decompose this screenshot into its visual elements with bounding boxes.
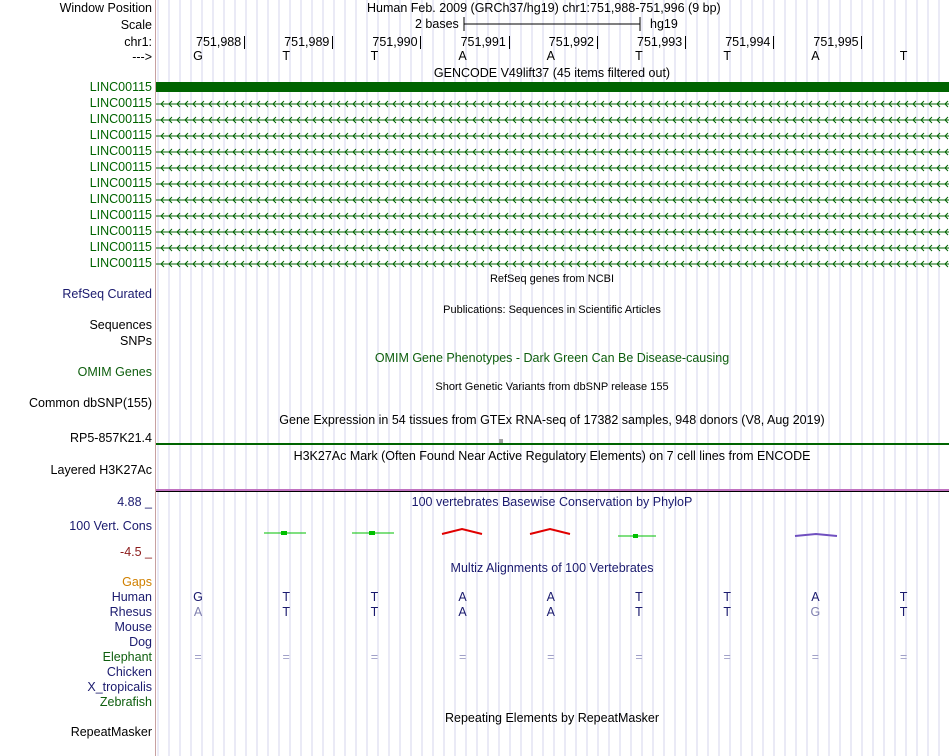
vert-cons-label[interactable]: 100 Vert. Cons: [69, 519, 152, 533]
phylop-base-4: [442, 529, 482, 534]
gencode-exon-block[interactable]: [156, 81, 949, 95]
gencode-intron-line[interactable]: [156, 129, 949, 143]
phylop-base-3: [352, 531, 394, 535]
alignment-base: T: [723, 590, 731, 604]
alignment-base: =: [899, 650, 908, 664]
gencode-intron-line[interactable]: [156, 161, 949, 175]
gtex-gene-label[interactable]: RP5-857K21.4: [69, 431, 152, 445]
gencode-gene-label[interactable]: LINC00115: [89, 208, 152, 222]
coordinate-tick: [332, 36, 333, 49]
assembly-label: hg19: [650, 17, 678, 31]
alignment-base: =: [811, 650, 820, 664]
gencode-gene-label[interactable]: LINC00115: [89, 96, 152, 110]
gtex-expression-mark: [499, 439, 503, 443]
window-position-label: Window Position: [59, 1, 152, 15]
alignment-base: T: [899, 605, 908, 619]
alignment-base: =: [458, 650, 467, 664]
alignment-base: T: [899, 590, 908, 604]
phylop-max-label: 4.88 _: [117, 495, 152, 509]
reference-base: T: [899, 49, 908, 63]
coordinate-tick: [244, 36, 245, 49]
alignment-base: =: [194, 650, 202, 664]
coordinate-label: 751,988: [196, 35, 242, 49]
coordinate-label: 751,990: [372, 35, 418, 49]
gencode-gene-label[interactable]: LINC00115: [89, 192, 152, 206]
gtex-gene-bar[interactable]: [156, 443, 949, 445]
gencode-track-title[interactable]: GENCODE V49lift37 (45 items filtered out): [433, 66, 671, 80]
phylop-base-5: [530, 529, 570, 534]
publications-track-title[interactable]: Publications: Sequences in Scientific Articles: [443, 304, 661, 316]
snps-label[interactable]: SNPs: [120, 334, 152, 348]
chromosome-label: chr1:: [124, 35, 152, 49]
coordinate-tick: [861, 36, 862, 49]
multiz-track-title[interactable]: Multiz Alignments of 100 Vertebrates: [450, 561, 654, 575]
gencode-intron-line[interactable]: [156, 209, 949, 223]
phylop-base-8: [795, 534, 837, 536]
gencode-gene-label[interactable]: LINC00115: [89, 128, 152, 142]
species-label-mouse[interactable]: Mouse: [114, 620, 152, 634]
coordinate-tick: [420, 36, 421, 49]
alignment-base: A: [458, 590, 467, 604]
alignment-base: A: [458, 605, 467, 619]
omim-genes-label[interactable]: OMIM Genes: [77, 365, 152, 379]
gencode-intron-line[interactable]: [156, 257, 949, 271]
coordinate-tick: [597, 36, 598, 49]
gencode-intron-line[interactable]: [156, 177, 949, 191]
coordinate-label: 751,989: [284, 35, 330, 49]
alignment-base: A: [546, 590, 555, 604]
alignment-base: T: [370, 590, 379, 604]
alignment-base: T: [282, 590, 290, 604]
species-label-x-tropicalis[interactable]: X_tropicalis: [87, 680, 152, 694]
alignment-base: A: [546, 605, 555, 619]
reference-base: G: [193, 49, 203, 63]
coordinate-label: 751,992: [548, 35, 594, 49]
coordinate-tick: [685, 36, 686, 49]
reference-base: T: [635, 49, 643, 63]
reference-base: T: [370, 49, 379, 63]
dbsnp-track-title[interactable]: Short Genetic Variants from dbSNP release 155: [435, 381, 669, 393]
gtex-track-title[interactable]: Gene Expression in 54 tissues from GTEx RNA-seq of 17382 samples, 948 donors (V8, Aug 2019): [279, 413, 825, 427]
gencode-gene-label[interactable]: LINC00115: [89, 160, 152, 174]
gencode-intron-line[interactable]: [156, 225, 949, 239]
alignment-base: =: [635, 650, 643, 664]
alignment-base: T: [723, 605, 731, 619]
reference-base: T: [723, 49, 731, 63]
gencode-gene-label[interactable]: LINC00115: [89, 256, 152, 270]
coordinate-label: 751,995: [813, 35, 859, 49]
reference-base: A: [458, 49, 467, 63]
gencode-gene-label[interactable]: LINC00115: [89, 144, 152, 158]
alignment-base: T: [635, 605, 643, 619]
phylop-min-label: -4.5 _: [120, 545, 152, 559]
species-label-rhesus[interactable]: Rhesus: [109, 605, 152, 619]
species-label-human[interactable]: Human: [111, 590, 152, 604]
gaps-label[interactable]: Gaps: [122, 575, 152, 589]
refseq-curated-label[interactable]: RefSeq Curated: [62, 287, 152, 301]
alignment-base: =: [723, 650, 731, 664]
coordinate-label: 751,994: [725, 35, 771, 49]
gencode-intron-line[interactable]: [156, 193, 949, 207]
h3k27ac-track-title[interactable]: H3K27Ac Mark (Often Found Near Active Regulatory Elements) on 7 cell lines from ENCODE: [293, 449, 811, 463]
gencode-intron-line[interactable]: [156, 145, 949, 159]
repeatmasker-label[interactable]: RepeatMasker: [70, 725, 152, 739]
alignment-base: T: [282, 605, 290, 619]
coordinate-tick: [509, 36, 510, 49]
layered-h3k27ac-label[interactable]: Layered H3K27Ac: [50, 463, 152, 477]
phylop-base-2: [264, 531, 306, 535]
alignment-base: G: [193, 590, 203, 604]
phylop-track-title[interactable]: 100 vertebrates Basewise Conservation by PhyloP: [411, 495, 693, 509]
coordinate-label: 751,991: [460, 35, 506, 49]
gencode-gene-label[interactable]: LINC00115: [89, 240, 152, 254]
reference-base: A: [546, 49, 555, 63]
repeatmasker-track-title[interactable]: Repeating Elements by RepeatMasker: [444, 711, 660, 725]
alignment-base: =: [282, 650, 290, 664]
alignment-base: T: [635, 590, 643, 604]
h3k27ac-baseline: [156, 491, 949, 492]
alignment-base: =: [547, 650, 555, 664]
gencode-gene-label[interactable]: LINC00115: [89, 80, 152, 94]
common-dbsnp-label[interactable]: Common dbSNP(155): [29, 396, 152, 410]
gencode-intron-line[interactable]: [156, 113, 949, 127]
reference-base: A: [811, 49, 820, 63]
species-label-zebrafish[interactable]: Zebrafish: [99, 695, 152, 709]
reference-base: T: [282, 49, 290, 63]
omim-track-title[interactable]: OMIM Gene Phenotypes - Dark Green Can Be Disease-causing: [374, 351, 730, 365]
coordinate-label: 751,993: [637, 35, 683, 49]
sequences-label[interactable]: Sequences: [89, 318, 152, 332]
alignment-base: A: [811, 590, 820, 604]
refseq-track-title[interactable]: RefSeq genes from NCBI: [489, 273, 615, 285]
alignment-base: =: [370, 650, 379, 664]
species-label-elephant[interactable]: Elephant: [102, 650, 152, 664]
phylop-plot: [156, 520, 949, 550]
species-label-dog[interactable]: Dog: [129, 635, 152, 649]
coordinate-tick: [773, 36, 774, 49]
alignment-base: A: [193, 605, 203, 619]
gencode-intron-line[interactable]: [156, 97, 949, 111]
species-label-chicken[interactable]: Chicken: [106, 665, 152, 679]
position-text: Human Feb. 2009 (GRCh37/hg19) chr1:751,988-751,996 (9 bp): [367, 1, 721, 15]
gencode-gene-label[interactable]: LINC00115: [89, 224, 152, 238]
scale-text: 2 bases: [415, 17, 459, 31]
gencode-intron-line[interactable]: [156, 241, 949, 255]
phylop-base-6: [618, 534, 656, 538]
alignment-base: T: [370, 605, 379, 619]
scale-label: Scale: [120, 18, 152, 32]
scale-bar: [462, 16, 642, 32]
strand-arrow: --->: [132, 50, 152, 64]
gencode-gene-label[interactable]: LINC00115: [89, 112, 152, 126]
alignment-base: G: [810, 605, 821, 619]
gencode-gene-label[interactable]: LINC00115: [89, 176, 152, 190]
